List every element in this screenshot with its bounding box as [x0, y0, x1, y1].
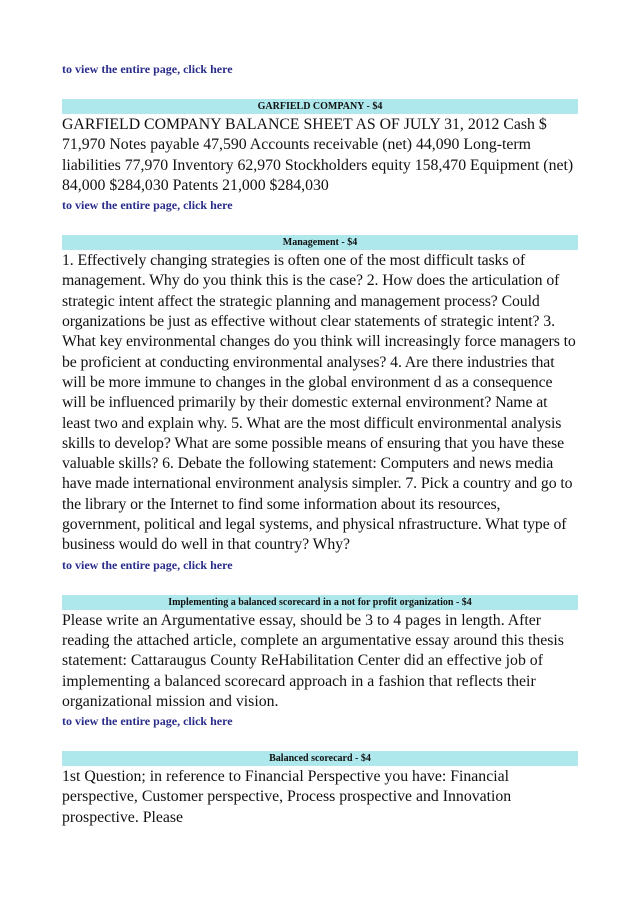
section-body-text: GARFIELD COMPANY BALANCE SHEET AS OF JULY 31, 2012 Cash $ 71,970 Notes payable 47,590 Accounts receivable (net) 44,090 Long-term liabilities 77,970 Inventory 62,970 Stockholders equity 158,470 Equipment (net) 84,000 $284,030 Patents 21,000 $284,030: [62, 116, 574, 194]
section-header-bar: Management - $4: [62, 235, 578, 250]
section-garfield-company: [62, 99, 578, 213]
view-entire-page-link[interactable]: to view the entire page, click here: [62, 557, 233, 572]
section-balanced-scorecard: [62, 751, 578, 828]
section-header-bar: GARFIELD COMPANY - $4: [62, 99, 578, 114]
section-body-text: 1st Question; in reference to Financial Perspective you have: Financial perspective, Customer perspective, Process prospective and Innovation prospective. Please: [62, 768, 512, 826]
section-header-bar: Balanced scorecard - $4: [62, 751, 578, 766]
section-body-text: Please write an Argumentative essay, should be 3 to 4 pages in length. After reading the attached article, complete an argumentative essay around this thesis statement: Cattaraugus County ReHabilitation Center did an effective job of implementing a balanced scorecard approach in a fashion that reflects their organizational mission and vision.: [62, 611, 564, 710]
top-view-entire-page-link[interactable]: to view the entire page, click here: [62, 62, 233, 76]
document-page: [62, 61, 578, 828]
section-balanced-scorecard-nonprofit: [62, 595, 578, 729]
section-header-bar: Implementing a balanced scorecard in a not for profit organization - $4: [62, 595, 578, 610]
section-body-text: 1. Effectively changing strategies is often one of the most difficult tasks of management. Why do you think this is the case? 2. How does the articulation of strategic intent affect the strategic planning and management process? Could organizations be just as effective without clear statements of strategic intent? 3. What key environmental changes do you think will increasingly force managers to be proficient at conducting environmental analyses? 4. Are there industries that will be more immune to changes in the global environment d as a consequence will be influenced primarily by their domestic external environment? Name at least two and explain why. 5. What are the most difficult environmental analysis skills to develop? What are some possible means of ensuring that you have these valuable skills? 6. Debate the following statement: Computers and news media have made international environment analysis simpler. 7. Pick a country and go to the library or the Internet to find some information about its resources, government, political and legal systems, and physical nfrastructure. What type of business would do well in that country? Why?: [62, 252, 576, 554]
view-entire-page-link[interactable]: to view the entire page, click here: [62, 198, 233, 213]
section-management: [62, 235, 578, 572]
view-entire-page-link[interactable]: to view the entire page, click here: [62, 714, 233, 729]
